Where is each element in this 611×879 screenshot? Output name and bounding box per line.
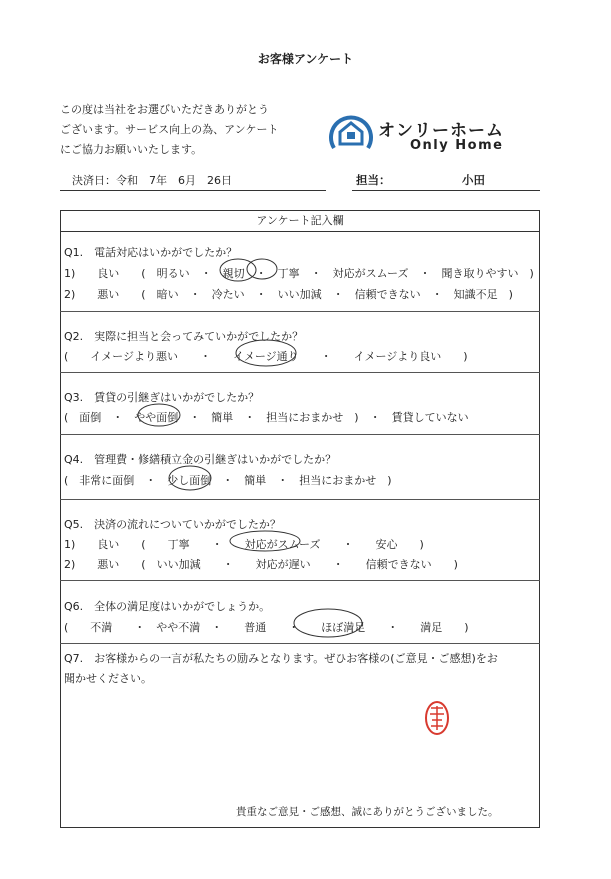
staff-label: 担当：	[356, 173, 391, 187]
intro-line: ございます。サービス向上の為、アンケート	[60, 123, 279, 136]
intro-line: にご協力お願いいたします。	[60, 143, 203, 156]
circle-mark	[230, 531, 300, 551]
question-4: Q4. 管理費・修繕積立金の引継ぎはいかがでしたか？	[64, 453, 337, 466]
question-3: Q3. 賃貸の引継ぎはいかがでしたか？	[64, 391, 260, 404]
question-7: Q7. お客様からの一言が私たちの励みとなります。ぜひお客様の(ご意見・ご感想)をお	[64, 652, 498, 665]
question-5-option-good: 1) 良い ( 丁寧 ・ 対応がスムーズ ・ 安心 )	[64, 538, 424, 551]
question-6: Q6. 全体の満足度はいかがでしょうか。	[64, 600, 271, 613]
question-4-options: ( 非常に面倒 ・ 少し面倒 ・ 簡単 ・ 担当におまかせ )	[64, 474, 392, 487]
staff-name: 小田	[462, 173, 485, 187]
question-2: Q2. 実際に担当と会ってみていかがでしたか？	[64, 330, 304, 343]
circle-mark	[236, 340, 296, 366]
signature-stamp	[426, 702, 448, 734]
circle-mark	[247, 259, 277, 279]
logo-name-jp: オンリーホーム	[378, 121, 504, 141]
intro-line: この度は当社をお選びいただきありがとう	[60, 103, 269, 116]
question-6-options: ( 不満 ・ やや不満 ・ 普通 ・ ほぼ満足 ・ 満足 )	[64, 621, 469, 634]
question-5: Q5. 決済の流れについていかがでしたか？	[64, 518, 281, 531]
question-1: Q1. 電話対応はいかがでしたか？	[64, 246, 238, 259]
circle-mark	[138, 404, 180, 426]
question-3-options: ( 面倒 ・ やや面倒 ・ 簡単 ・ 担当におまかせ ) ・ 賃貸していない	[64, 411, 469, 424]
logo-name-en: Only Home	[410, 138, 504, 153]
question-1-option-good: 1) 良い ( 明るい ・ 親切 ・ 丁寧 ・ 対応がスムーズ ・ 聞き取りやすい )	[64, 267, 534, 280]
question-7-continued: 聞かせください。	[64, 672, 152, 685]
settlement-date: 決済日：令和 7年 6月 26日	[72, 174, 232, 187]
page-title: お客様アンケート	[257, 52, 354, 66]
question-1-option-bad: 2) 悪い ( 暗い ・ 冷たい ・ いい加減 ・ 信頼できない ・ 知識不足 )	[64, 288, 513, 301]
circle-mark	[294, 609, 362, 637]
survey-header: アンケート記入欄	[60, 210, 540, 232]
question-5-option-bad: 2) 悪い ( いい加減 ・ 対応が遅い ・ 信頼できない )	[64, 558, 458, 571]
closing-message: 貴重なご意見・ご感想、誠にありがとうございました。	[236, 806, 499, 818]
question-2-options: ( イメージより悪い ・ イメージ通り ・ イメージより良い )	[64, 350, 468, 363]
circle-mark	[169, 466, 211, 490]
